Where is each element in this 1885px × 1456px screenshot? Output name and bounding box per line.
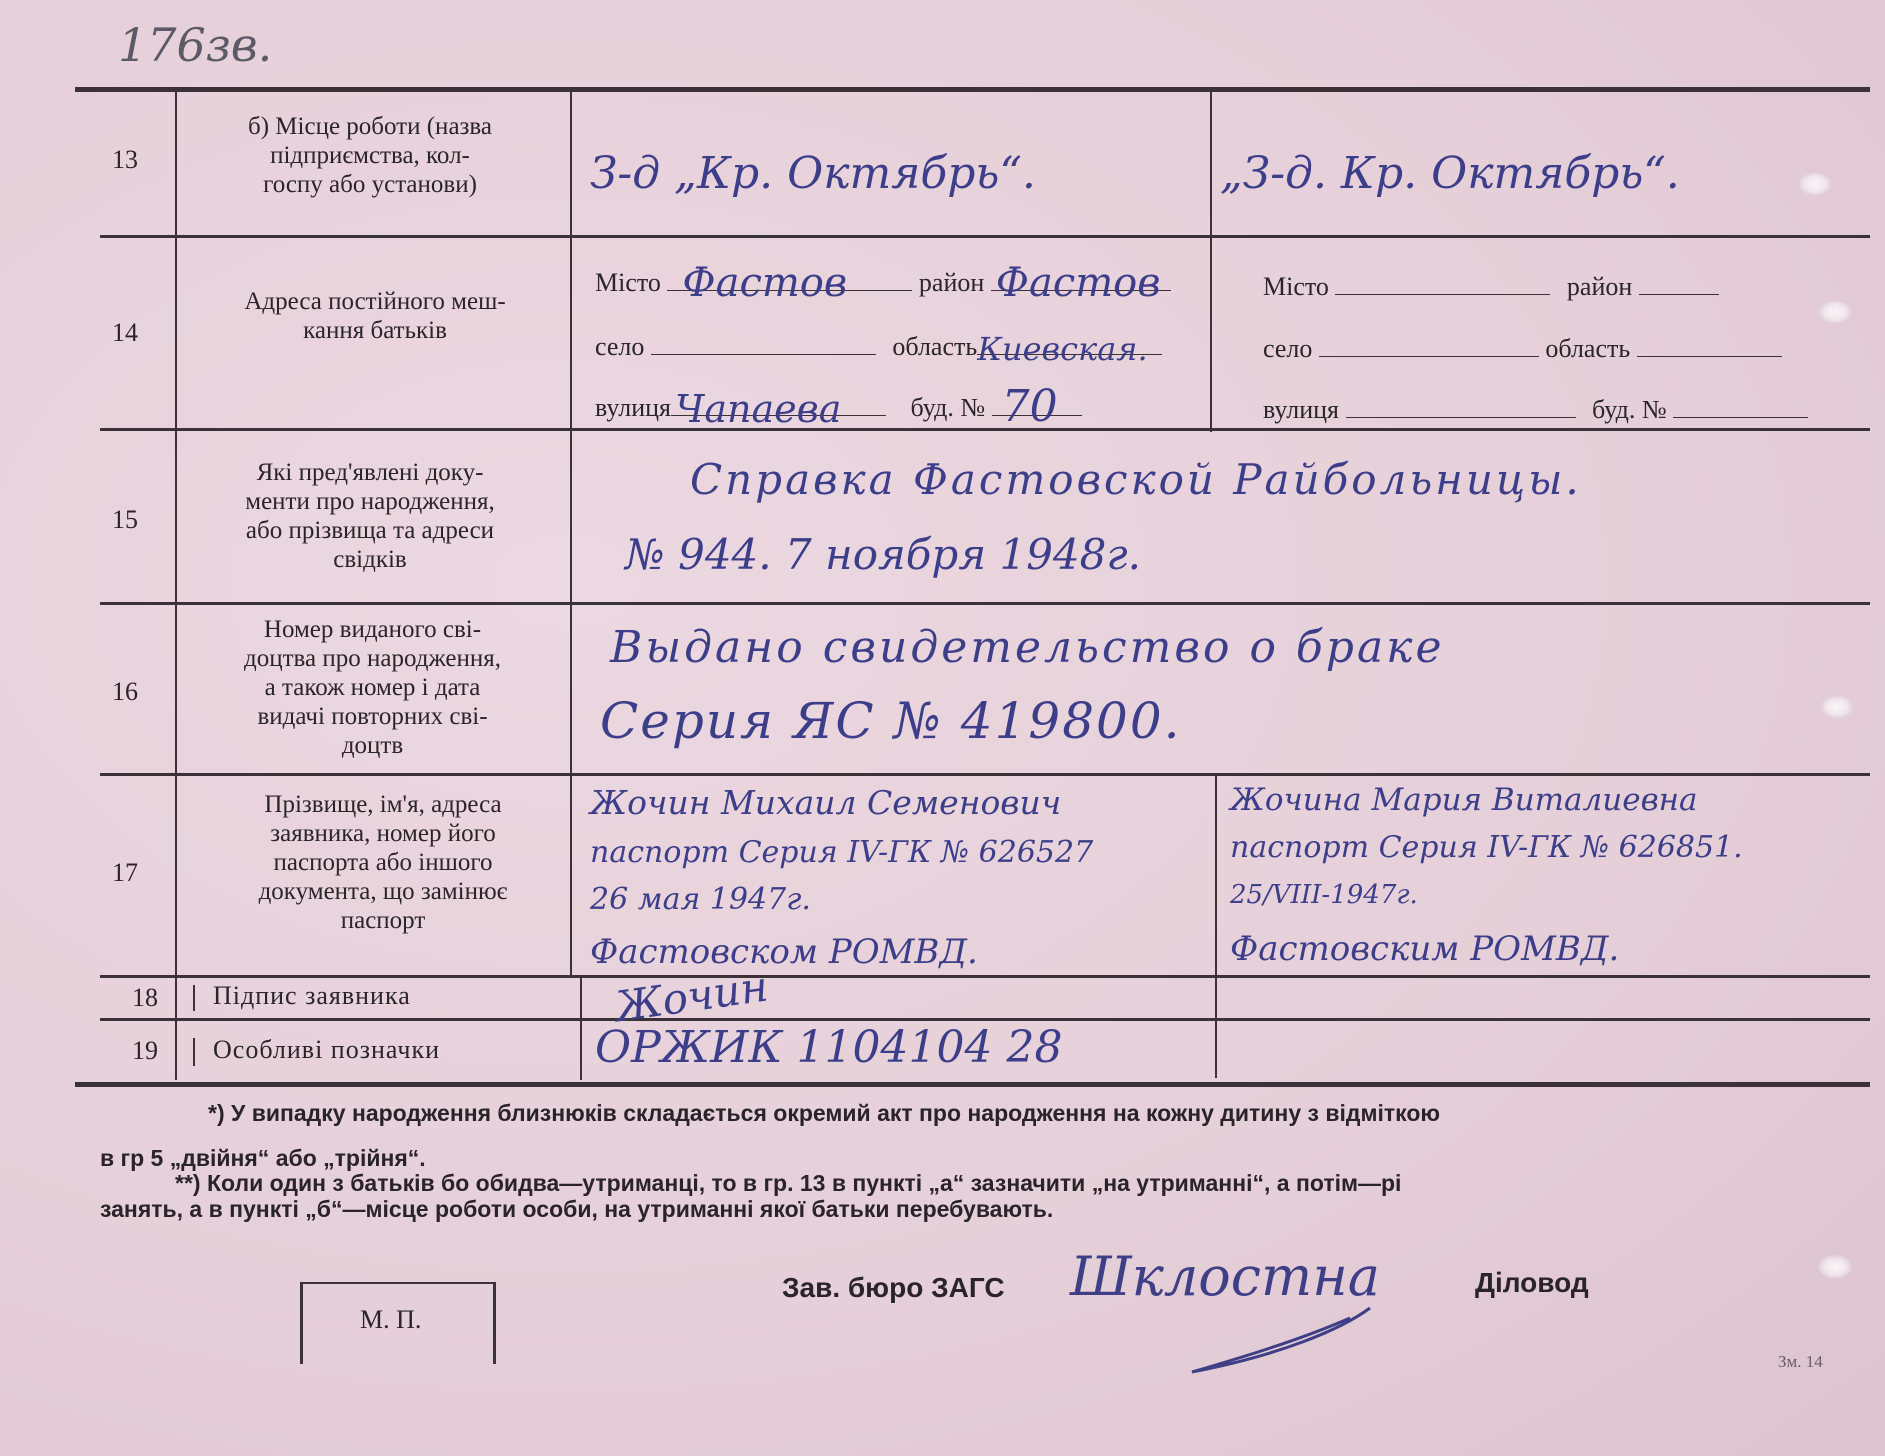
address-father: Місто Фастов район Фастов — [595, 268, 1171, 298]
row-number: 13 — [112, 145, 138, 174]
applicant-father: Жочин Михаил Семенович паспорт Серия IV-ГК № 626527 26 мая 1947г. Фастовском РОМВД. — [590, 783, 1094, 972]
row-divider — [100, 602, 1870, 605]
column-divider — [570, 92, 572, 975]
address-mother-street: вулиця буд. № — [1263, 395, 1808, 425]
row-label: Номер виданого сві- доцтва про народження, а також номер і дата видачі повторних сві- доцтв — [244, 616, 501, 759]
father-region: Киевская. — [977, 330, 1148, 368]
special-marks: ОРЖИК 1104104 28 — [595, 1022, 1063, 1073]
column-divider — [1210, 92, 1212, 432]
row-number: 18 — [132, 983, 158, 1012]
father-house: 70 — [1001, 381, 1058, 432]
footnote-twins-cont: в гр 5 „двійня“ або „трійня“. — [100, 1145, 426, 1171]
certificate-issued: Выдано свидетельство о браке — [610, 622, 1445, 673]
row-label: б) Місце роботи (назва підприємства, кол- госпу або установи) — [248, 113, 492, 198]
punch-hole — [1820, 695, 1854, 719]
stamp-label: М. П. — [360, 1305, 422, 1334]
punch-hole — [1798, 172, 1832, 196]
row-label: Підпис заявника — [213, 981, 411, 1010]
row-label: Які пред'явлені доку- менти про народження, або прізвища та адреси свідків — [245, 459, 495, 573]
row-divider — [100, 235, 1870, 238]
father-street: Чапаева — [675, 387, 842, 431]
birth-document-number: № 944. 7 ноября 1948г. — [625, 530, 1141, 579]
row-number: 14 — [112, 318, 138, 347]
table-bottom-rule — [75, 1082, 1870, 1087]
address-father-street: вулиця Чапаева буд. № 70 — [595, 393, 1082, 423]
clerk-label: Діловод — [1475, 1267, 1589, 1298]
num-separator — [193, 1038, 195, 1066]
address-mother: Місто район — [1263, 272, 1719, 302]
punch-hole — [1818, 300, 1852, 324]
father-city: Фастов — [682, 260, 848, 306]
num-separator — [193, 985, 195, 1011]
row-divider — [100, 1018, 1870, 1021]
table-top-rule — [75, 87, 1870, 92]
applicant-signature: Жочин — [612, 961, 771, 1032]
row-number: 17 — [112, 858, 138, 887]
registry-head-label: Зав. бюро ЗАГС — [782, 1272, 1005, 1303]
footnote-dependants-cont: занять, а в пункті „б“—місце роботи особи, на утриманні якої батьки перебувають. — [100, 1196, 1054, 1222]
row-divider — [100, 428, 1870, 431]
footnote-dependants: **) Коли один з батьків бо обидва—утриманці, то в гр. 13 в пункті „а“ зазначити „на утриманні“, а потім—рі — [175, 1170, 1402, 1196]
punch-hole — [1818, 1255, 1852, 1279]
form-code: Зм. 14 — [1778, 1352, 1823, 1371]
certificate-series: Серия ЯС № 419800. — [600, 692, 1182, 750]
father-district: Фастов — [995, 260, 1161, 306]
row-number: 19 — [132, 1036, 158, 1065]
footnote-twins: *) У випадку народження близнюків складається окремий акт про народження на кожну дитину з відміткою — [208, 1100, 1441, 1126]
column-divider — [175, 92, 177, 1080]
address-father-village: село область Киевская. — [595, 332, 1162, 362]
corner-note: 176зв. — [118, 18, 273, 72]
row-number: 16 — [112, 677, 138, 706]
signature-flourish — [1180, 1300, 1380, 1380]
column-divider — [580, 975, 582, 1080]
applicant-mother: Жочина Мария Виталиевна паспорт Серия IV-ГК № 626851. 25/VIII-1947г. Фастовским РОМВД. — [1230, 782, 1743, 969]
column-divider — [1215, 773, 1217, 1078]
address-mother-village: село область — [1263, 334, 1782, 364]
row-label: Адреса постійного меш- кання батьків — [244, 288, 506, 344]
workplace-mother: „З-д. Кр. Октябрь“. — [1220, 148, 1680, 199]
row-number: 15 — [112, 505, 138, 534]
birth-document: Справка Фастовской Райбольницы. — [690, 455, 1582, 504]
row-label: Прізвище, ім'я, адреса заявника, номер його паспорта або іншого документа, що замінює паспорт — [258, 791, 508, 934]
row-label: Особливі позначки — [213, 1035, 441, 1064]
workplace-father: З-д „Кр. Октябрь“. — [590, 148, 1036, 199]
registry-head-signature: Шклостна — [1070, 1245, 1380, 1308]
